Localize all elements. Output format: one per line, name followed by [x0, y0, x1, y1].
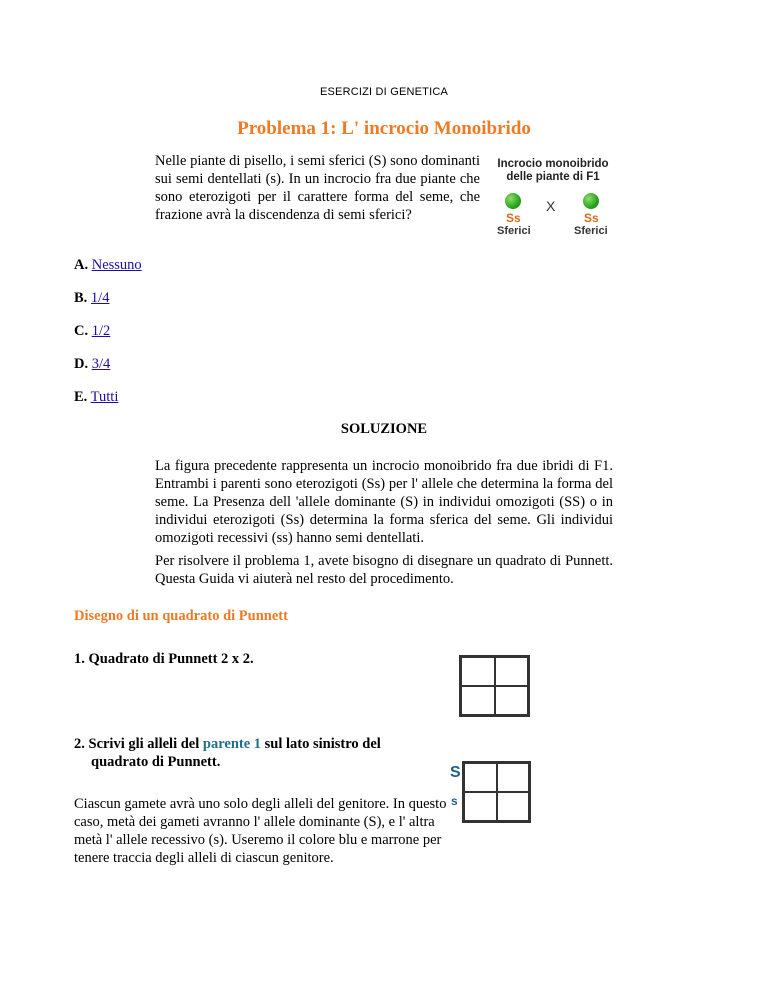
punnett-heading: Disegno di un quadrato di Punnett: [74, 608, 288, 624]
punnett-cell: [461, 657, 495, 686]
allele-dominant-label: S: [450, 764, 461, 781]
option-b: [74, 290, 109, 307]
seed-right-icon: [583, 193, 599, 209]
step-2-text: 2. Scrivi gli alleli del: [74, 736, 203, 752]
step-2-description: Ciascun gamete avrà uno solo degli alleli del genitore. In questo caso, metà dei gameti avranno l' allele dominante (S), e l' altra metà l' allele recessivo (s). Useremo il colore blu e marrone per tenere traccia degli alleli di ciascun genitore.: [74, 796, 447, 866]
option-d-link[interactable]: 3/4: [91, 356, 111, 372]
step-2-line2: quadrato di Punnett.: [91, 754, 221, 770]
problem-title: Problema 1: L' incrocio Monoibrido: [237, 118, 531, 139]
punnett-square-empty: [459, 655, 530, 717]
punnett-cell: [495, 686, 529, 715]
allele-recessive-label: s: [451, 794, 458, 808]
option-letter: C.: [74, 323, 89, 339]
parent-1-highlight: parente 1: [202, 736, 262, 752]
cross-symbol: X: [546, 198, 556, 214]
document-header: ESERCIZI DI GENETICA: [319, 86, 449, 98]
phenotype-left: Sferici: [497, 225, 531, 237]
punnett-square-parent1: [462, 761, 531, 823]
option-letter: A.: [74, 257, 89, 273]
genotype-left: Ss: [506, 211, 521, 225]
punnett-cell: [461, 686, 495, 715]
punnett-cell: [464, 763, 497, 792]
punnett-cell: [497, 763, 530, 792]
phenotype-right: Sferici: [574, 225, 608, 237]
seed-left-icon: [505, 193, 521, 209]
punnett-cell: [464, 792, 497, 821]
figure-caption-line2: delle piante di F1: [506, 171, 600, 183]
monohybrid-cross-figure: [483, 158, 623, 240]
option-a: [74, 257, 142, 274]
option-e-link[interactable]: Tutti: [90, 389, 119, 405]
punnett-cell: [495, 657, 529, 686]
solution-paragraph-2: Per risolvere il problema 1, avete bisogno di disegnare un quadrato di Punnett. Questa Guida vi aiuterà nel resto del procedimento.: [155, 553, 613, 587]
genotype-right: Ss: [584, 211, 599, 225]
punnett-cell: [497, 792, 530, 821]
step-1: 1. Quadrato di Punnett 2 x 2.: [74, 651, 254, 667]
step-2: [74, 735, 381, 771]
option-a-link[interactable]: Nessuno: [91, 257, 142, 273]
solution-paragraph-1: La figura precedente rappresenta un incrocio monoibrido fra due ibridi di F1. Entrambi i parenti sono eterozigoti (Ss) per l' allele che determina la forma del seme. La Presenza dell 'allele dominante (S) in individui omozigoti (SS) o in individui eterozigoti (Ss) determina la forma sferica del seme. Gli individui omozigoti recessivi (ss) hanno semi dentellati.: [155, 458, 613, 546]
option-c-link[interactable]: 1/2: [91, 323, 111, 339]
option-letter: B.: [74, 290, 88, 306]
option-b-link[interactable]: 1/4: [90, 290, 110, 306]
option-c: [74, 323, 110, 340]
option-letter: E.: [74, 389, 88, 405]
option-letter: D.: [74, 356, 89, 372]
figure-caption-line1: Incrocio monoibrido: [497, 158, 609, 170]
solution-heading: SOLUZIONE: [340, 421, 428, 437]
option-d: [74, 356, 110, 373]
step-2-text-end: sul lato sinistro del: [261, 736, 381, 752]
option-e: [74, 389, 118, 406]
problem-text: Nelle piante di pisello, i semi sferici (S) sono dominanti sui semi dentellati (s). In un incrocio fra due piante che sono eterozigoti per il carattere forma del seme, che frazione avrà la discendenza di semi sferici?: [155, 153, 480, 223]
